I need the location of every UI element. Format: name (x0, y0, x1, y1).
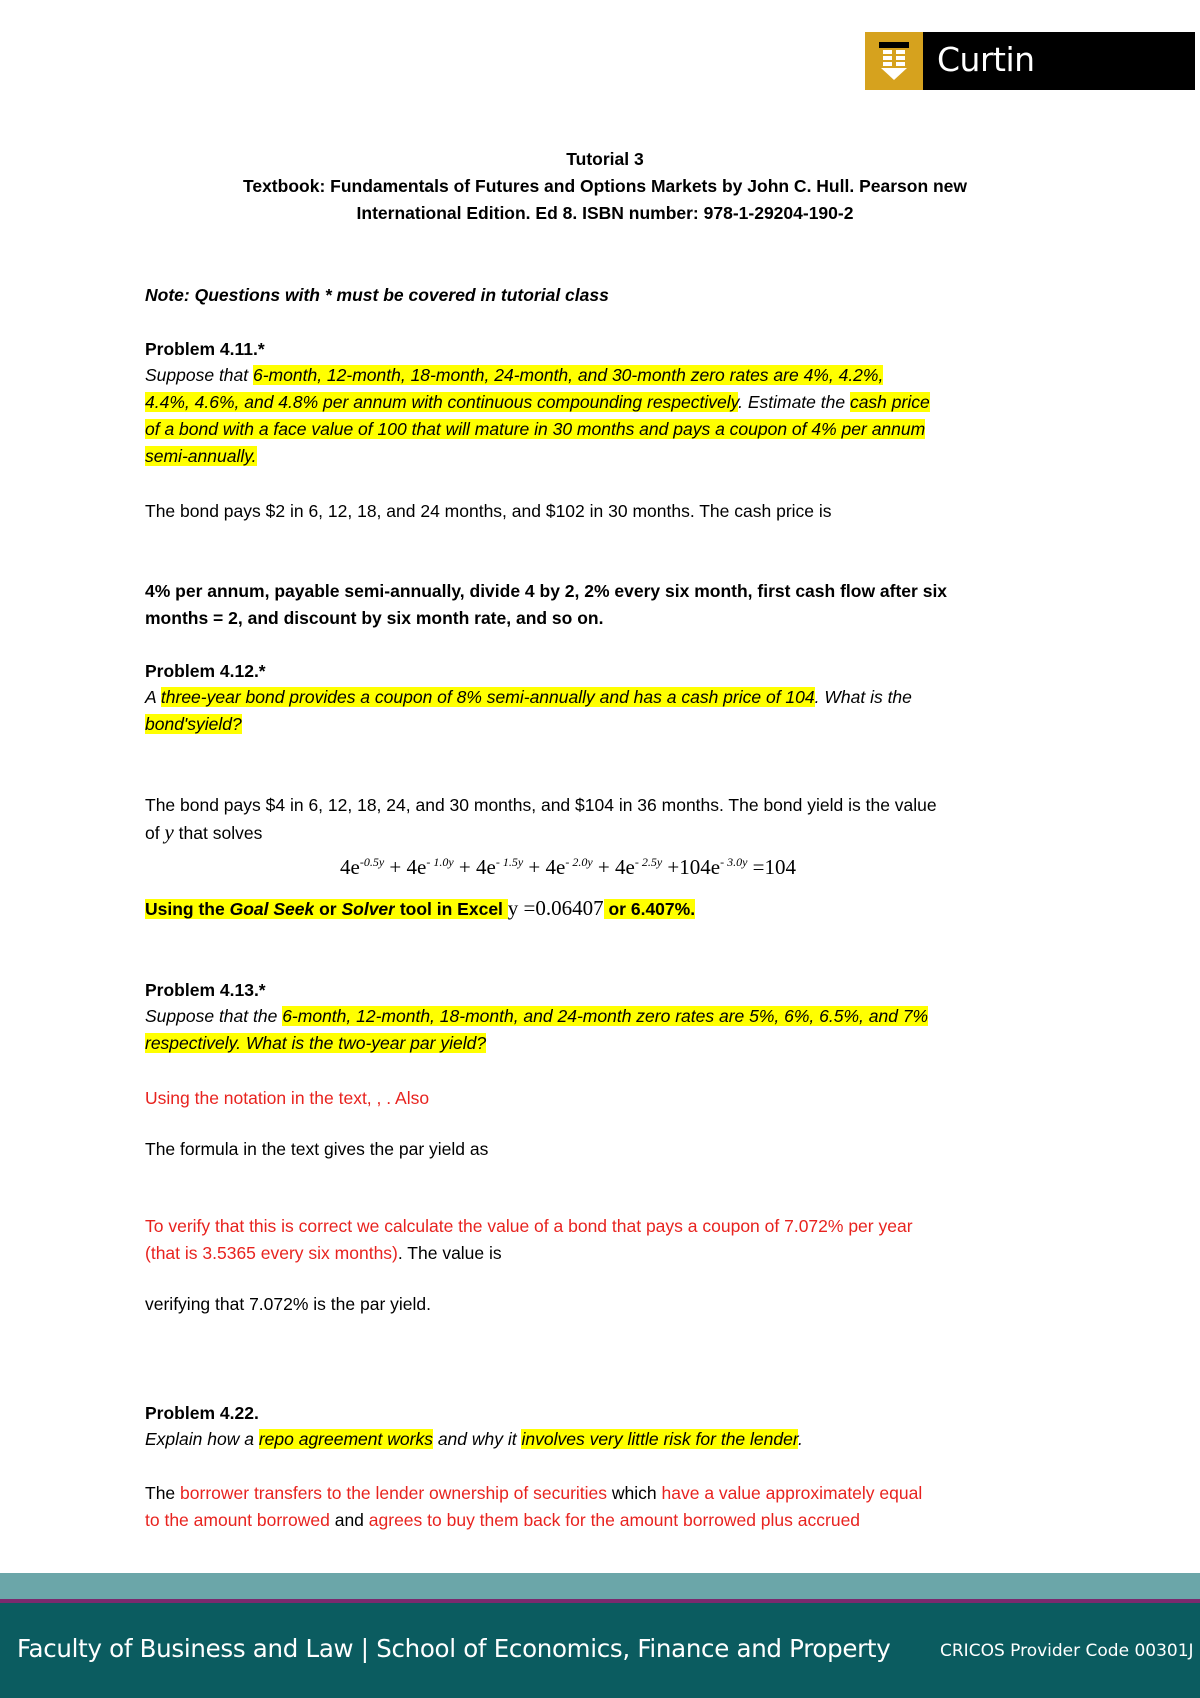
answer-text: The (145, 1483, 181, 1503)
q-text: Explain how a (145, 1429, 259, 1449)
eq-exp: - 1.5y (495, 855, 524, 869)
eq-term: + 4e (523, 855, 566, 879)
eq-exp: -0.5y (359, 855, 385, 869)
logo-text: Curtin University (937, 40, 1099, 123)
solve-text: Using the (145, 899, 230, 919)
answer-red: agrees to buy them back for the amount borrowed plus accrued (368, 1510, 861, 1530)
eq-exp: - 3.0y (720, 855, 748, 869)
yield-equation (340, 855, 796, 880)
answer-line: The bond pays $4 in 6, 12, 18, 24, and 30 months, and $104 in 36 months. The bond yield is the value (145, 795, 937, 815)
title-line-3: International Edition. Ed 8. ISBN number: 978-1-29204-190-2 (356, 203, 854, 223)
q-highlight: three-year bond provides a coupon of 8% semi-annually and has a cash price of 104 (160, 687, 815, 707)
answer-text: that solves (173, 823, 263, 843)
answer-red: to the amount borrowed (145, 1510, 330, 1530)
q-text: . (798, 1429, 803, 1449)
problem-4-13-notation: Using the notation in the text, , . Also (145, 1088, 430, 1108)
problem-4-13-verifying: verifying that 7.072% is the par yield. (145, 1294, 431, 1314)
crest-icon (865, 32, 923, 90)
problem-4-12-solve (145, 895, 1065, 923)
answer-red: have a value approximately equal (661, 1483, 923, 1503)
footer-faculty: Faculty of Business and Law | School of Economics, Finance and Property (17, 1634, 891, 1663)
q-highlight: repo agreement works (258, 1429, 433, 1449)
title-line-2: Textbook: Fundamentals of Futures and Options Markets by John C. Hull. Pearson new (242, 176, 968, 196)
verify-line: To verify that this is correct we calculate the value of a bond that pays a coupon of 7.072% per year (145, 1216, 913, 1236)
problem-4-22-answer (145, 1480, 1065, 1534)
q-text: Suppose that the (145, 1006, 283, 1026)
q-highlight: cash price (849, 392, 930, 412)
footer-strip (0, 1573, 1200, 1599)
q-highlight: involves very little risk for the lender (521, 1429, 799, 1449)
q-highlight: 6-month, 12-month, 18-month, and 24-month zero rates are 5%, 6%, 6.5%, and 7% (282, 1006, 929, 1026)
q-highlight: respectively. What is the two-year par yield? (145, 1033, 487, 1053)
answer-text: which (607, 1483, 662, 1503)
solve-result: y =0.06407 (507, 896, 604, 920)
problem-4-12-question (145, 684, 1065, 738)
problem-4-11-question (145, 362, 1065, 470)
eq-term: + 4e (453, 855, 496, 879)
problem-4-11-answer: The bond pays $2 in 6, 12, 18, and 24 months, and $102 in 30 months. The cash price is (145, 501, 832, 521)
problem-4-12-answer (145, 792, 1065, 847)
answer-text: and (329, 1510, 369, 1530)
curtin-logo (865, 32, 1195, 123)
problem-4-13-verify (145, 1213, 1065, 1267)
note-line: months = 2, and discount by six month rate, and so on. (145, 608, 604, 628)
q-highlight: semi-annually. (145, 446, 257, 466)
problem-4-13-heading: Problem 4.13.* (145, 980, 266, 1000)
q-highlight: 4.4%, 4.6%, and 4.8% per annum with continuous compounding respectively (145, 392, 739, 412)
eq-term: 4e (340, 855, 360, 879)
eq-term: + 4e (592, 855, 635, 879)
note: Note: Questions with * must be covered in tutorial class (145, 285, 609, 305)
q-text: . Estimate the (738, 392, 850, 412)
problem-4-13-question (145, 1003, 1065, 1057)
q-highlight: of a bond with a face value of 100 that will mature in 30 months and pays a coupon of 4% per annum (145, 419, 926, 439)
solve-text: or 6.407%. (603, 899, 696, 919)
solve-text: Goal Seek (229, 899, 315, 919)
eq-exp: - 2.5y (634, 855, 663, 869)
answer-red: borrower transfers to the lender ownership of securities (180, 1483, 608, 1503)
eq-exp: - 1.0y (426, 855, 454, 869)
answer-text: of (145, 823, 165, 843)
problem-4-11-note (145, 578, 1065, 632)
verify-text: (that is 3.5365 every six months) (145, 1243, 398, 1263)
footer-cricos: CRICOS Provider Code 00301J (940, 1641, 1194, 1661)
q-highlight: bond'syield? (145, 714, 242, 734)
eq-term: =104 (747, 855, 796, 879)
variable-y: y (164, 820, 174, 844)
verify-text: . The value is (397, 1243, 502, 1263)
eq-exp: - 2.0y (565, 855, 593, 869)
problem-4-22-question (145, 1426, 1065, 1453)
problem-4-12-heading: Problem 4.12.* (145, 661, 266, 681)
q-text: A (145, 687, 161, 707)
solve-text: Solver (341, 899, 395, 919)
problem-4-11-heading: Problem 4.11.* (145, 339, 265, 359)
problem-4-13-formula: The formula in the text gives the par yield as (145, 1139, 489, 1159)
problem-4-22-heading: Problem 4.22. (145, 1403, 259, 1423)
q-text: Suppose that (145, 365, 253, 385)
eq-term: +104e (662, 855, 721, 879)
solve-text: or (314, 899, 342, 919)
note-line: 4% per annum, payable semi-annually, divide 4 by 2, 2% every six month, first cash flow after six (145, 581, 948, 601)
solve-text: tool in Excel (394, 899, 508, 919)
title-line-1: Tutorial 3 (566, 149, 644, 169)
q-highlight: 6-month, 12-month, 18-month, 24-month, and 30-month zero rates are 4%, 4.2%, (253, 365, 884, 385)
q-text: and why it (432, 1429, 522, 1449)
q-text: . What is the (814, 687, 912, 707)
eq-term: + 4e (384, 855, 427, 879)
